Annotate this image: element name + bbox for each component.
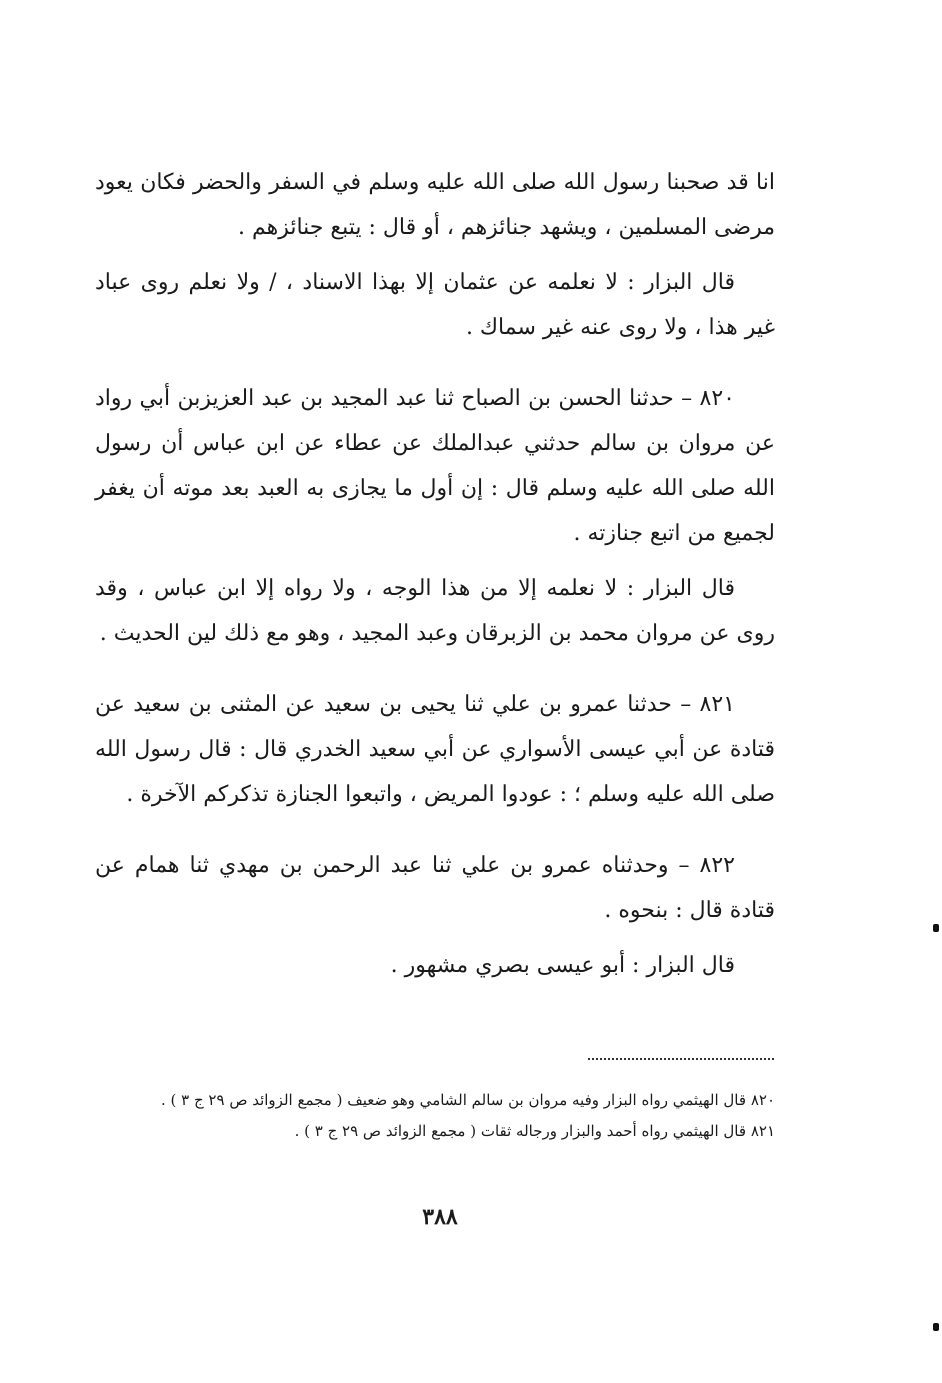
footnotes (100, 1085, 775, 1147)
scan-speck (933, 924, 939, 932)
page-number: ٣٨٨ (422, 1204, 458, 1230)
footnote-divider (588, 1058, 774, 1060)
paragraph-bazzar-comment-2: قال البزار : لا نعلمه إلا من هذا الوجه ، ولا رواه إلا ابن عباس ، وقد روى عن مروان محمد بن الزبرقان وعبد المجيد ، وهو مع ذلك لين الحديث . (95, 576, 775, 646)
page-body (95, 160, 775, 988)
hadith-821: ٨٢١ – حدثنا عمرو بن علي ثنا يحيى بن سعيد عن المثنى بن سعيد عن قتادة عن أبي عيسى الأسواري عن أبي سعيد الخدري قال : قال رسول الله صلى الله عليه وسلم ؛ : عودوا المريض ، واتبعوا الجنازة تذكركم الآخرة . (95, 692, 775, 807)
hadith-822: ٨٢٢ – وحدثناه عمرو بن علي ثنا عبد الرحمن بن مهدي ثنا همام عن قتادة قال : بنحوه . (95, 853, 775, 923)
footnote-820: ٨٢٠ قال الهيثمي رواه البزار وفيه مروان بن سالم الشامي وهو ضعيف ( مجمع الزوائد ص ٢٩ ج ٣ ) . (160, 1091, 775, 1109)
scan-speck (933, 1323, 939, 1331)
paragraph-continuation: انا قد صحبنا رسول الله صلى الله عليه وسلم في السفر والحضر فكان يعود مرضى المسلمين ، ويشهد جنائزهم ، أو قال : يتبع جنائزهم . (95, 170, 775, 240)
hadith-820: ٨٢٠ – حدثنا الحسن بن الصباح ثنا عبد المجيد بن عبد العزيزبن أبي رواد عن مروان بن سالم حدثني عبدالملك عن عطاء عن ابن عباس أن رسول الله صلى الله عليه وسلم قال : إن أول ما يجازى به العبد بعد موته أن يغفر لجميع من اتبع جنازته . (95, 386, 775, 546)
paragraph-bazzar-comment-3: قال البزار : أبو عيسى بصري مشهور . (390, 953, 735, 978)
paragraph-bazzar-comment-1: قال البزار : لا نعلمه عن عثمان إلا بهذا الاسناد ، / ولا نعلم روى عباد غير هذا ، ولا روى عنه غير سماك . (95, 270, 775, 340)
footnote-821: ٨٢١ قال الهيثمي رواه أحمد والبزار ورجاله ثقات ( مجمع الزوائد ص ٢٩ ج ٣ ) . (294, 1122, 775, 1140)
